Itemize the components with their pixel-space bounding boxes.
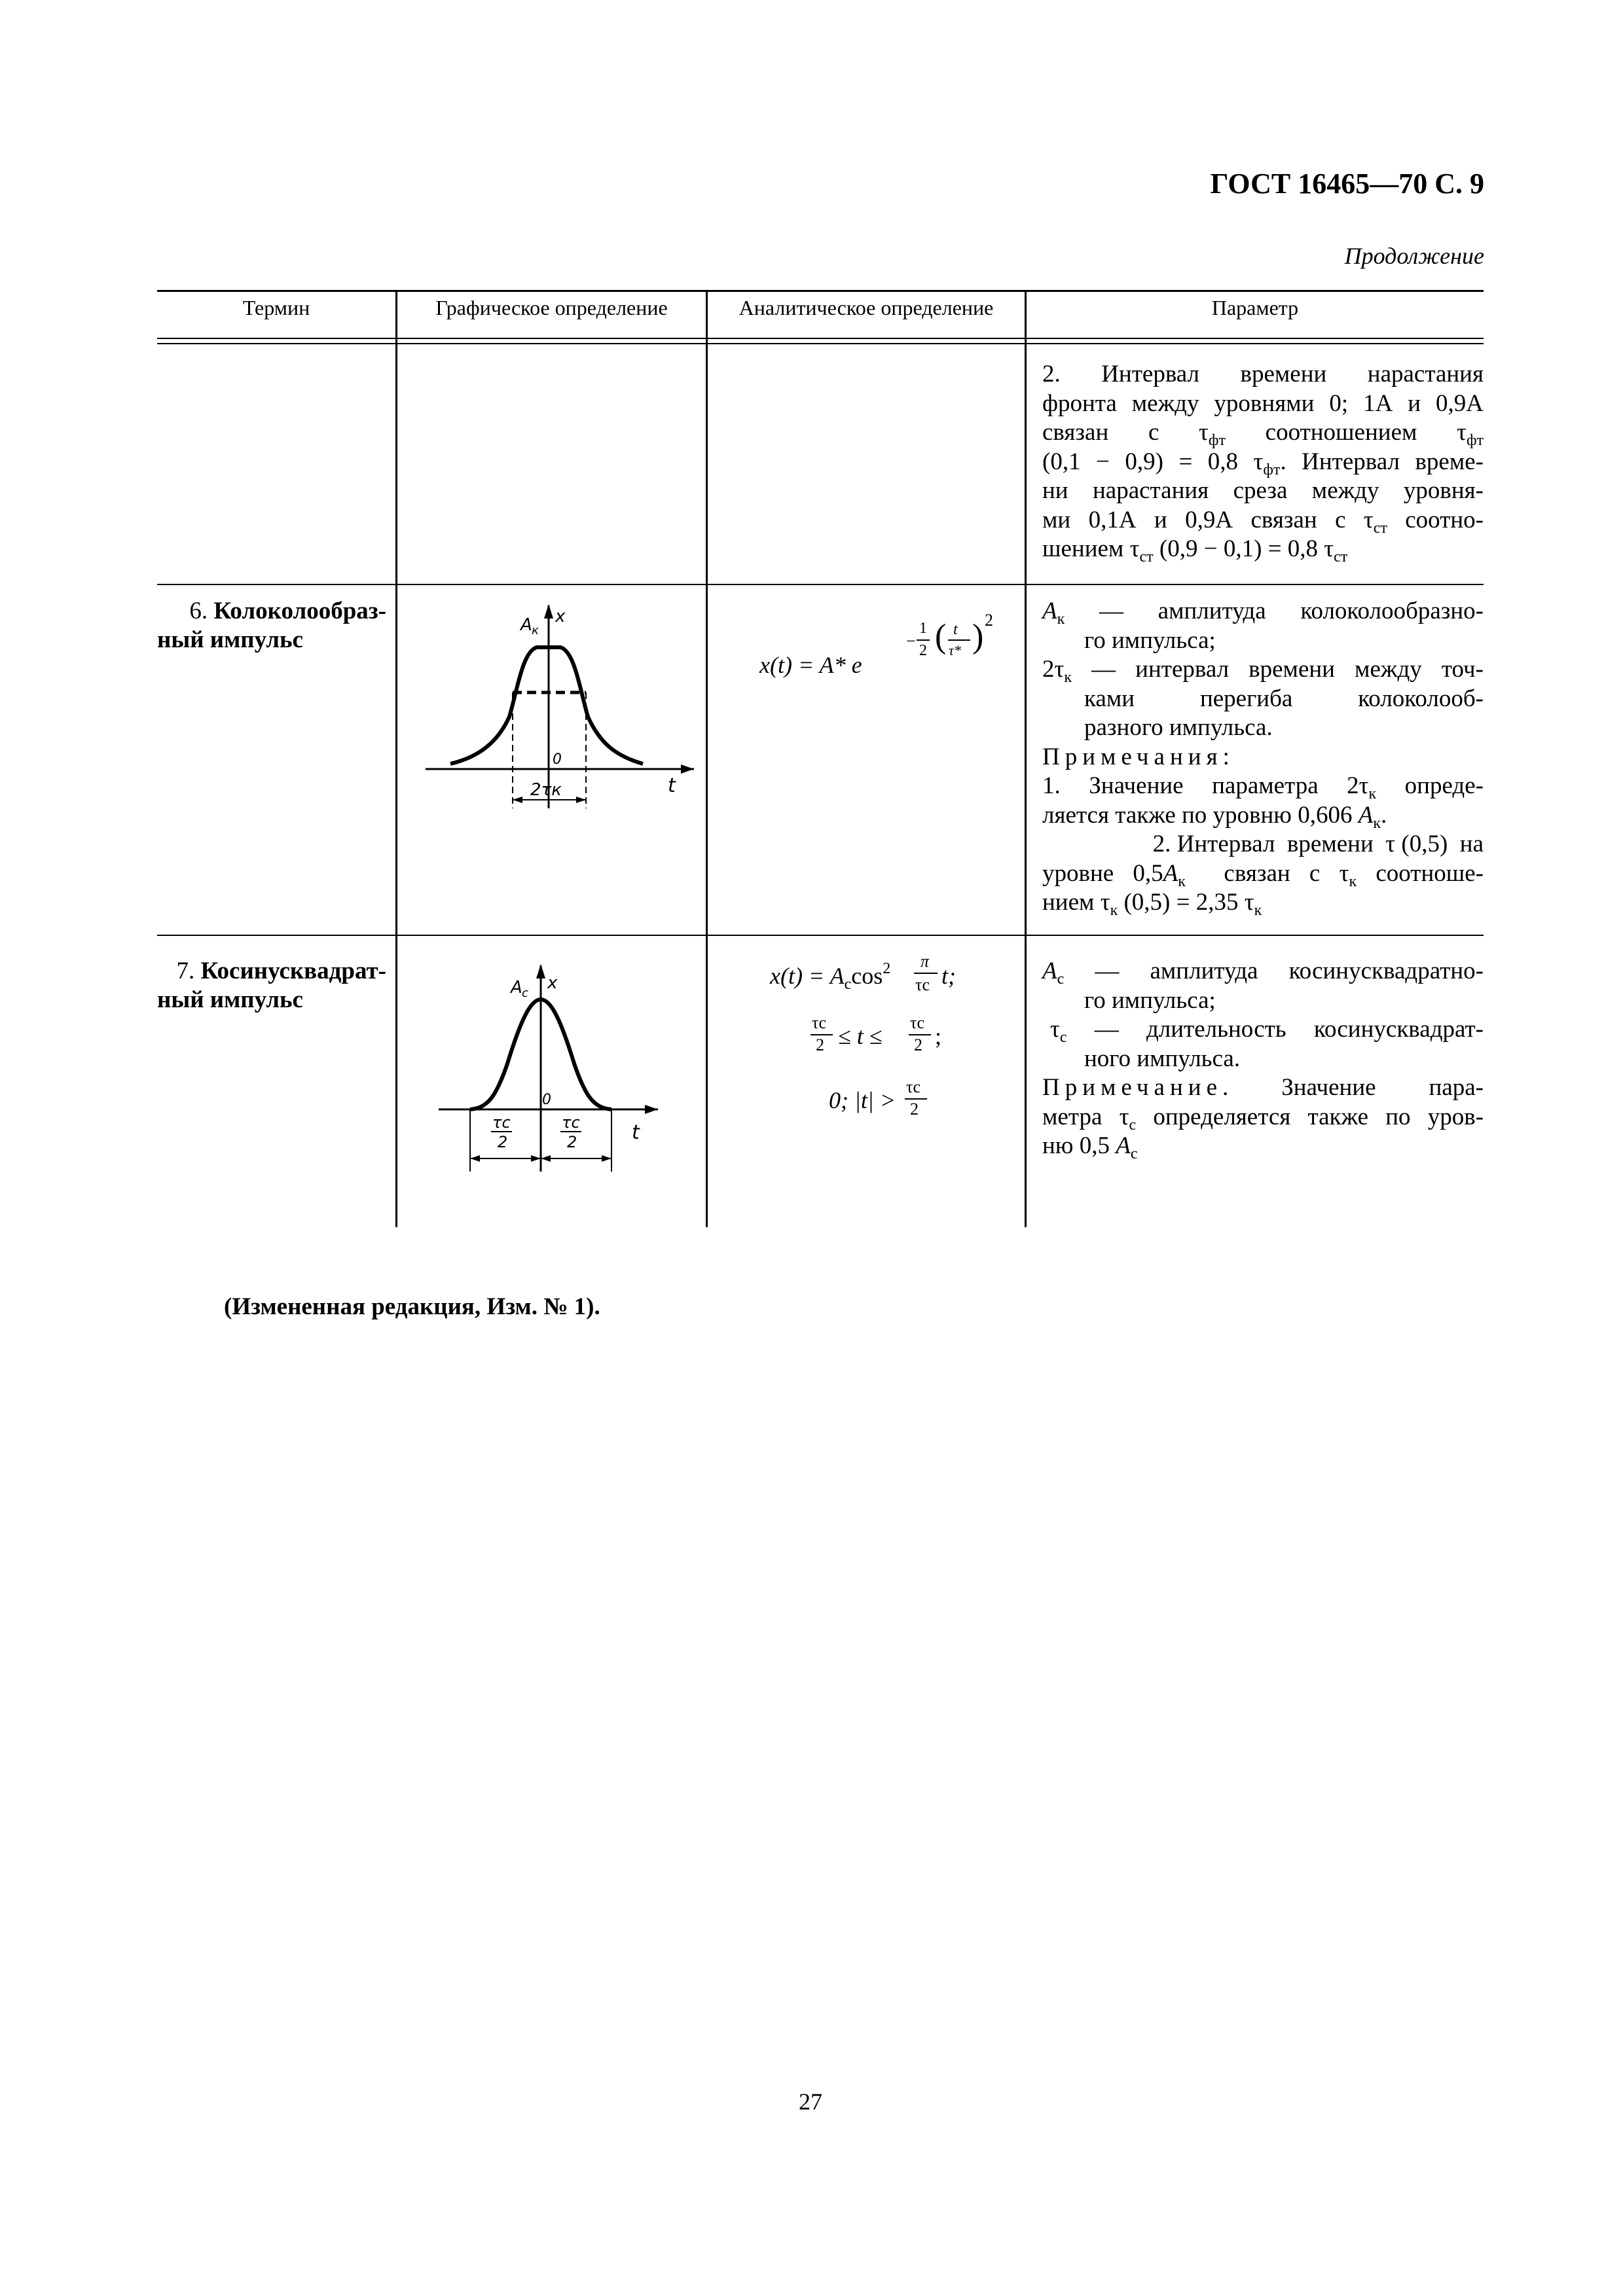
note2-gsub: к	[1254, 902, 1262, 919]
y-axis-arrow	[536, 964, 545, 978]
exp-tau: τ*	[949, 642, 961, 658]
param-line-3a: связан с τ	[1042, 419, 1209, 446]
term-line	[157, 957, 386, 986]
line	[1042, 957, 1484, 986]
term-name-part2: ный импульс	[157, 626, 303, 653]
note1-c: ляется также по уровню 0,606	[1042, 801, 1359, 829]
page-number: 27	[799, 2089, 822, 2115]
line	[1042, 830, 1484, 859]
sub-st: ст	[1373, 519, 1387, 537]
line	[1042, 801, 1484, 831]
param-line-5: ни нарастания среза между уровня-	[1042, 477, 1484, 504]
note1-sub: к	[1368, 785, 1377, 802]
y-label-sub: к	[532, 624, 539, 637]
note2-a: 2. Интервал времени τ (0,5) на	[1152, 831, 1484, 857]
param-line-1: 2. Интервал времени нарастания	[1042, 361, 1484, 387]
header-divider-double	[157, 343, 1484, 344]
line2-right-num: τc	[910, 1013, 924, 1032]
note-e: A	[1116, 1132, 1131, 1159]
right-half-num: τc	[562, 1113, 580, 1132]
line	[1042, 1045, 1484, 1074]
line	[1042, 1015, 1484, 1045]
line	[1042, 506, 1484, 535]
bell-pulse-parameter	[1042, 597, 1484, 918]
term-name-part2: ный импульс	[157, 986, 303, 1013]
formula-star: *	[833, 652, 846, 678]
tau-symbol: τ	[1050, 1016, 1060, 1043]
table-top-border	[157, 290, 1484, 292]
param-line-4b: . Интервал време-	[1280, 448, 1484, 475]
notes-heading: Примечания:	[1042, 743, 1235, 770]
note-c: определяется также по уров-	[1136, 1103, 1484, 1130]
line	[1042, 772, 1484, 801]
sub-ft: фт	[1208, 432, 1226, 449]
note-b: метра τ	[1042, 1103, 1129, 1130]
formula-lhs-text: x(t) = A	[759, 652, 834, 678]
formula-pi: π	[921, 952, 930, 971]
line2-left-num: τc	[812, 1013, 826, 1032]
width-label: 2τк	[530, 780, 562, 800]
formula-e: e	[851, 652, 862, 678]
column-header-term: Термин	[242, 296, 310, 319]
line2-right-den: 2	[914, 1035, 922, 1054]
bell-pulse-graph	[406, 592, 701, 834]
formula-line-1	[770, 960, 891, 993]
note-heading: Примечание	[1042, 1074, 1222, 1101]
cosine-squared-parameter	[1042, 957, 1484, 1161]
param-line-2: фронта между уровнями 0; 1А и 0,9А	[1042, 389, 1484, 417]
tau-desc-2: ками перегиба колоколооб-	[1084, 685, 1484, 712]
column-header-graphic: Графическое определение	[435, 296, 668, 319]
exp-power: 2	[985, 611, 993, 630]
line	[1042, 655, 1484, 685]
x-axis-label: x	[555, 607, 566, 626]
note2-g: (0,5) = 2,35 τ	[1118, 889, 1254, 916]
y-axis-arrow	[544, 604, 553, 619]
sub-ft: фт	[1466, 432, 1484, 449]
note-a: . Значение пара-	[1222, 1074, 1484, 1101]
note1-b: опреде-	[1376, 772, 1484, 799]
formula-lhs	[759, 651, 862, 679]
line	[1042, 448, 1484, 477]
tau-desc-1: — длительность косинусквадрат-	[1067, 1016, 1484, 1043]
t-label: t	[632, 1121, 640, 1144]
formula-line1-pow: 2	[883, 960, 891, 977]
term-number: 7.	[176, 958, 195, 984]
line	[1042, 1132, 1484, 1161]
term-line	[157, 986, 386, 1014]
sub-st: ст	[1334, 548, 1348, 565]
t-label: t	[668, 774, 676, 797]
duration-arrow-left	[470, 1155, 480, 1162]
note2-e: соотноше-	[1357, 859, 1484, 887]
line	[1042, 626, 1484, 656]
duration-arrow-center-left	[531, 1155, 541, 1162]
tau-symbol: 2τ	[1042, 656, 1065, 683]
width-arrow-right	[576, 797, 586, 803]
line	[1042, 597, 1484, 626]
tau-desc-3: разного импульса.	[1084, 714, 1273, 741]
exp-half-den: 2	[919, 642, 927, 659]
line2-left-den: 2	[816, 1035, 824, 1054]
line	[1042, 986, 1484, 1016]
note2-f: нием τ	[1042, 889, 1110, 916]
col-divider-1	[395, 290, 397, 1227]
exp-paren-open: (	[935, 618, 947, 655]
term-cosine-squared-pulse	[157, 957, 386, 1014]
x-axis-label: x	[547, 973, 558, 993]
sub-st: ст	[1139, 548, 1154, 565]
term-name-part1: Колоколообраз-	[213, 598, 386, 624]
param-line-7a: шением τ	[1042, 535, 1140, 562]
line	[1042, 535, 1484, 564]
column-header-parameter: Параметр	[1211, 296, 1299, 319]
row-divider-6	[157, 584, 1484, 585]
line	[1042, 389, 1484, 419]
amplitude-symbol: A	[1042, 958, 1057, 984]
left-half-den: 2	[498, 1133, 508, 1151]
row-divider-7	[157, 935, 1484, 936]
note2-c: A	[1163, 859, 1178, 887]
col-divider-2	[706, 290, 708, 1227]
bell-curve	[450, 647, 643, 764]
formula-line1-end: t;	[941, 963, 956, 989]
amplitude-sub: к	[1057, 611, 1065, 628]
param-line-3b: соотношением τ	[1265, 419, 1467, 446]
note-d: ню 0,5	[1042, 1132, 1116, 1159]
note1-dsub: к	[1373, 814, 1381, 832]
tau-sub: c	[1059, 1029, 1067, 1046]
column-header-analytic: Аналитическое определение	[739, 296, 994, 319]
line	[1042, 859, 1484, 889]
param-line-6a: ми 0,1А и 0,9А связан с τ	[1042, 506, 1374, 533]
formula-line1-a: x(t) = A	[770, 963, 845, 989]
term-number: 6.	[189, 598, 208, 624]
origin-label: 0	[542, 1092, 551, 1108]
sub-ft: фт	[1263, 461, 1281, 478]
line	[1042, 713, 1484, 743]
exp-t: t	[953, 621, 958, 638]
note1-d: A	[1358, 801, 1374, 829]
line	[1042, 418, 1484, 448]
amplitude-sub: c	[1057, 971, 1065, 988]
amplitude-symbol: A	[1042, 598, 1057, 624]
term-name-part1: Косинусквадрат-	[200, 958, 386, 984]
tau-desc-1: — интервал времени между точ-	[1072, 656, 1484, 683]
line	[1042, 360, 1484, 389]
exp-paren-close: )	[972, 618, 984, 655]
bell-pulse-formula	[759, 611, 1021, 704]
continuation-label: Продолжение	[1344, 243, 1484, 269]
line	[1042, 1073, 1484, 1103]
formula-line1-cos: cos	[851, 963, 883, 989]
note2-csub: к	[1178, 872, 1186, 890]
line	[1042, 1103, 1484, 1132]
param-line-4a: (0,1 − 0,9) = 0,8 τ	[1042, 448, 1264, 475]
line	[1042, 743, 1484, 772]
note1-a: 1. Значение параметра 2τ	[1042, 772, 1369, 799]
amplitude-desc-1: — амплитуда колоколообразно-	[1065, 598, 1484, 624]
header-divider	[157, 338, 1484, 339]
width-arrow-left	[513, 797, 522, 803]
line3-den: 2	[910, 1100, 919, 1119]
line	[1042, 888, 1484, 918]
formula-tau-c: τc	[915, 975, 930, 994]
x-axis-arrow	[645, 1105, 658, 1114]
exp-half-bar	[917, 639, 930, 641]
term-bell-pulse	[157, 597, 386, 655]
y-label-a: A	[511, 978, 522, 997]
note-esub: c	[1130, 1145, 1138, 1162]
note-bsub: c	[1129, 1116, 1137, 1134]
tau-sub: к	[1064, 669, 1072, 686]
y-label-a: A	[520, 615, 532, 635]
amendment-note: (Измененная редакция, Изм. № 1).	[224, 1293, 600, 1320]
amplitude-desc-2: го импульса;	[1084, 626, 1216, 654]
line	[1042, 476, 1484, 506]
term-line	[157, 597, 386, 626]
document-header: ГОСТ 16465—70 С. 9	[1210, 168, 1484, 200]
line3-a: 0; |t| >	[829, 1087, 896, 1113]
formula-line1-sub: c	[844, 976, 852, 993]
tau-desc-2: ного импульса.	[1084, 1045, 1241, 1072]
y-label-sub: c	[522, 986, 528, 1000]
cosine-squared-formula	[714, 952, 1021, 1139]
param-line-6b: соотно-	[1387, 506, 1484, 533]
exp-t-bar	[948, 639, 970, 641]
note2-dsub: к	[1349, 872, 1357, 890]
right-half-den: 2	[567, 1133, 577, 1151]
duration-arrow-center-right	[541, 1155, 551, 1162]
amplitude-desc-1: — амплитуда косинусквадратно-	[1064, 958, 1484, 984]
note2-fsub: к	[1110, 902, 1118, 919]
col-divider-3	[1025, 290, 1027, 1227]
exp-half-num: 1	[919, 620, 927, 637]
x-axis-arrow	[681, 764, 694, 774]
note2-b: уровне 0,5	[1042, 859, 1163, 887]
origin-label: 0	[553, 751, 562, 768]
term-line	[157, 626, 386, 655]
left-half-num: τc	[492, 1113, 511, 1132]
note2-d: связан с τ	[1185, 859, 1349, 887]
duration-arrow-right	[602, 1155, 611, 1162]
amplitude-desc-2: го импульса;	[1084, 986, 1216, 1014]
continued-parameter-text	[1042, 360, 1484, 564]
exp-minus: −	[906, 632, 916, 651]
formula-pi-bar	[914, 973, 938, 974]
line3-num: τc	[906, 1077, 921, 1096]
line2-end: ;	[935, 1023, 942, 1049]
note1-e: .	[1380, 801, 1387, 829]
line2-mid: ≤ t ≤	[838, 1023, 883, 1049]
cosine-squared-pulse-graph	[419, 952, 694, 1188]
param-line-7b: (0,9 − 0,1) = 0,8 τ	[1153, 535, 1334, 562]
line	[1042, 685, 1484, 714]
